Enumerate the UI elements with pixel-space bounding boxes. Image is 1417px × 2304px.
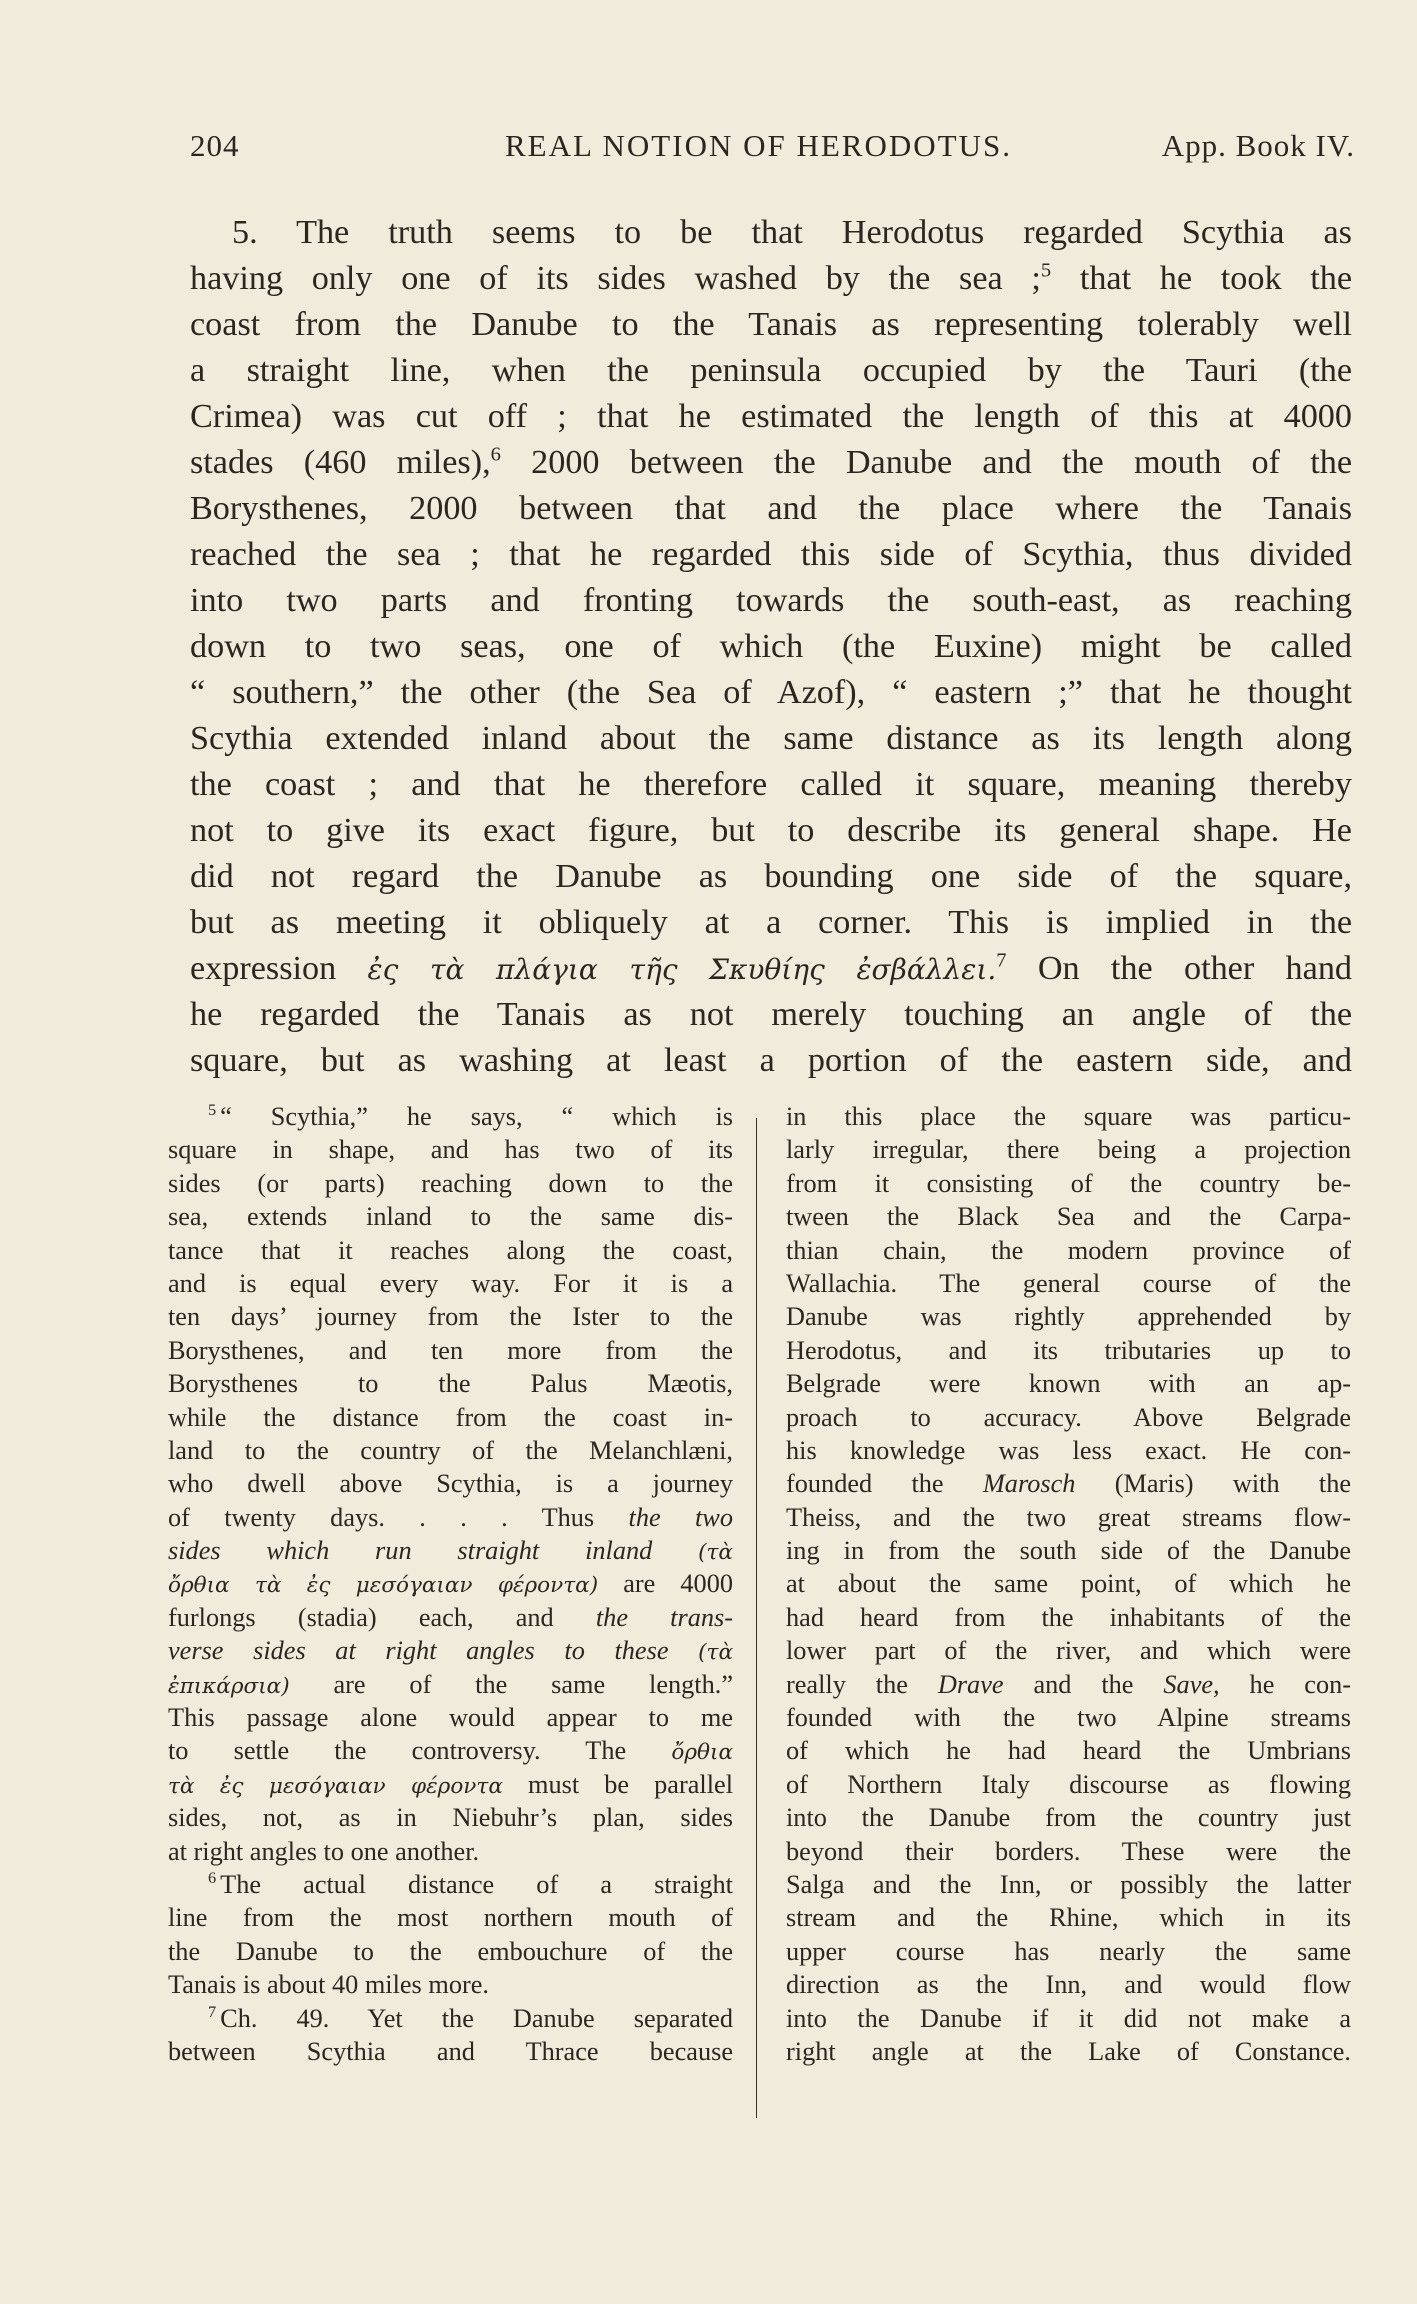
footnote-ref-6: 6 <box>490 443 501 466</box>
footnote-line: τὰ ἐς μεσόγαιαν φέροντα must be parallel <box>168 1769 733 1799</box>
footnote-line: Borysthenes, and ten more from the <box>168 1335 733 1365</box>
footnote-line: Theiss, and the two great streams flow- <box>786 1502 1351 1532</box>
greek-quote: ἐς τὰ πλάγια τῆς Σκυθίης ἐσβάλλει. <box>367 953 997 986</box>
footnote-line: sea, extends inland to the same dis- <box>168 1202 733 1232</box>
footnote-line: tance that it reaches along the coast, <box>168 1235 733 1265</box>
footnote-line: his knowledge was less exact. He con- <box>786 1435 1351 1465</box>
main-line: having only one of its sides washed by the sea ;$^5$ that he took the <box>190 259 1352 297</box>
footnote-line: while the distance from the coast in- <box>168 1402 733 1432</box>
footnote-line: Belgrade were known with an ap- <box>786 1369 1351 1399</box>
footnote-line: between Scythia and Thrace because <box>168 2036 733 2066</box>
footnote-line: square in shape, and has two of its <box>168 1135 733 1165</box>
footnote-line: ten days’ journey from the Ister to the <box>168 1302 733 1332</box>
footnote-line: Herodotus, and its tributaries up to <box>786 1335 1351 1365</box>
footnote-line: ὄρθια τὰ ἐς μεσόγαιαν φέροντα) are 4000 <box>168 1569 733 1599</box>
footnote-line: Salga and the Inn, or possibly the latter <box>786 1869 1351 1899</box>
footnote-line: founded with the two Alpine streams <box>786 1703 1351 1733</box>
footnote-line: Wallachia. The general course of the <box>786 1268 1351 1298</box>
main-line: expression ἐς τὰ πλάγια τῆς Σκυθίης ἐσβάλλει.$^7$ On the other hand <box>190 949 1353 987</box>
footnote-line: sides (or parts) reaching down to the <box>168 1168 733 1198</box>
main-line: coast from the Danube to the Tanais as representing tolerably well <box>190 306 1352 343</box>
footnote-line: stream and the Rhine, which in its <box>786 1903 1351 1933</box>
main-line: down to two seas, one of which (the Euxine) might be called <box>190 628 1352 665</box>
footnote-line: $^7$ Ch. 49. Yet the Danube separated <box>208 2001 733 2033</box>
footnote-line: $^5$ “ Scythia,” he says, “ which is <box>208 1100 733 1131</box>
footnote-number-7: 7 <box>208 2001 217 2021</box>
footnote-line: in this place the square was particu- <box>786 1102 1351 1131</box>
footnote-line: proach to accuracy. Above Belgrade <box>786 1402 1351 1432</box>
footnote-line: of which he had heard the Umbrians <box>786 1736 1351 1766</box>
running-header <box>190 128 1355 168</box>
footnote-line: This passage alone would appear to me <box>168 1703 733 1733</box>
footnote-line: line from the most northern mouth of <box>168 1903 733 1933</box>
main-line: square, but as washing at least a portion of the eastern side, and <box>190 1042 1352 1079</box>
footnote-line: really the Drave and the Save, he con- <box>786 1669 1352 1699</box>
footnote-line: ing in from the south side of the Danube <box>786 1536 1351 1566</box>
main-line: reached the sea ; that he regarded this side of Scythia, thus divided <box>190 536 1352 573</box>
footnote-line: had heard from the inhabitants of the <box>786 1602 1351 1632</box>
footnote-line: the Danube to the embouchure of the <box>168 1936 733 1966</box>
footnote-ref-5: 5 <box>1040 259 1052 282</box>
footnote-line: Borysthenes to the Palus Mæotis, <box>168 1369 733 1399</box>
footnote-line: at right angles to one another. <box>168 1836 480 1866</box>
book-reference: App. Book IV. <box>1161 128 1355 163</box>
footnote-number-5: 5 <box>208 1100 217 1120</box>
footnote-line: ἐπικάρσια) are of the same length.” <box>168 1669 733 1699</box>
footnote-line: furlongs (stadia) each, and the trans- <box>168 1602 733 1632</box>
footnote-ref-7: 7 <box>996 949 1007 972</box>
column-divider <box>756 1118 757 2118</box>
footnote-line: of twenty days. . . . Thus the two <box>168 1502 733 1532</box>
footnote-line: thian chain, the modern province of <box>786 1235 1351 1265</box>
main-line: stades (460 miles),$^6$ 2000 between the Danube and the mouth of the <box>190 443 1352 481</box>
main-line: the coast ; and that he therefore called it square, meaning thereby <box>190 766 1352 803</box>
main-line: 5. The truth seems to be that Herodotus regarded Scythia as <box>232 214 1352 251</box>
footnote-line: verse sides at right angles to these (τὰ <box>168 1636 734 1666</box>
main-paragraph <box>190 210 1352 1084</box>
main-line: Crimea) was cut off ; that he estimated the length of this at 4000 <box>190 398 1352 435</box>
main-line: a straight line, when the peninsula occupied by the Tauri (the <box>190 352 1352 389</box>
footnote-line: from it consisting of the country be- <box>786 1168 1351 1198</box>
footnote-line: founded the Marosch (Maris) with the <box>786 1469 1352 1499</box>
footnote-line: Danube was rightly apprehended by <box>786 1302 1351 1332</box>
footnote-line: upper course has nearly the same <box>786 1936 1351 1966</box>
main-line: he regarded the Tanais as not merely touching an angle of the <box>190 996 1352 1033</box>
footnote-line: tween the Black Sea and the Carpa- <box>786 1202 1351 1232</box>
footnote-line: of Northern Italy discourse as flowing <box>786 1769 1351 1799</box>
footnotes-right-column <box>786 1100 1351 2068</box>
main-line: Scythia extended inland about the same distance as its length along <box>190 720 1352 757</box>
footnote-line: into the Danube if it did not make a <box>786 2003 1351 2033</box>
footnote-line: into the Danube from the country just <box>786 1803 1351 1833</box>
footnote-line: who dwell above Scythia, is a journey <box>168 1469 733 1499</box>
main-line: into two parts and fronting towards the south-east, as reaching <box>190 582 1352 619</box>
main-line: not to give its exact figure, but to describe its general shape. He <box>190 812 1352 849</box>
main-line: Borysthenes, 2000 between that and the place where the Tanais <box>190 490 1352 527</box>
page-number: 204 <box>190 128 240 163</box>
footnotes-left-column <box>168 1100 733 2068</box>
footnote-line: larly irregular, there being a projection <box>786 1135 1351 1165</box>
footnote-line: beyond their borders. These were the <box>786 1836 1351 1866</box>
footnote-line: right angle at the Lake of Constance. <box>786 2036 1351 2066</box>
footnote-line: $^6$ The actual distance of a straight <box>208 1868 733 1899</box>
footnote-line: at about the same point, of which he <box>786 1569 1351 1599</box>
footnote-line: Tanais is about 40 miles more. <box>168 1970 489 2000</box>
footnote-line: sides, not, as in Niebuhr’s plan, sides <box>168 1803 733 1833</box>
footnote-line: sides which run straight inland (τὰ <box>168 1536 733 1566</box>
footnote-number-6: 6 <box>208 1868 217 1888</box>
footnote-line: and is equal every way. For it is a <box>168 1268 733 1298</box>
running-title: REAL NOTION OF HERODOTUS. <box>505 128 1012 163</box>
footnote-line: land to the country of the Melanchlæni, <box>168 1435 733 1465</box>
main-line: but as meeting it obliquely at a corner. This is implied in the <box>190 904 1352 941</box>
footnote-line: to settle the controversy. The ὄρθια <box>168 1736 734 1766</box>
main-line: did not regard the Danube as bounding one side of the square, <box>190 858 1352 895</box>
footnote-line: direction as the Inn, and would flow <box>786 1970 1351 2000</box>
footnote-line: lower part of the river, and which were <box>786 1636 1351 1666</box>
main-line: “ southern,” the other (the Sea of Azof), “ eastern ;” that he thought <box>190 674 1352 711</box>
